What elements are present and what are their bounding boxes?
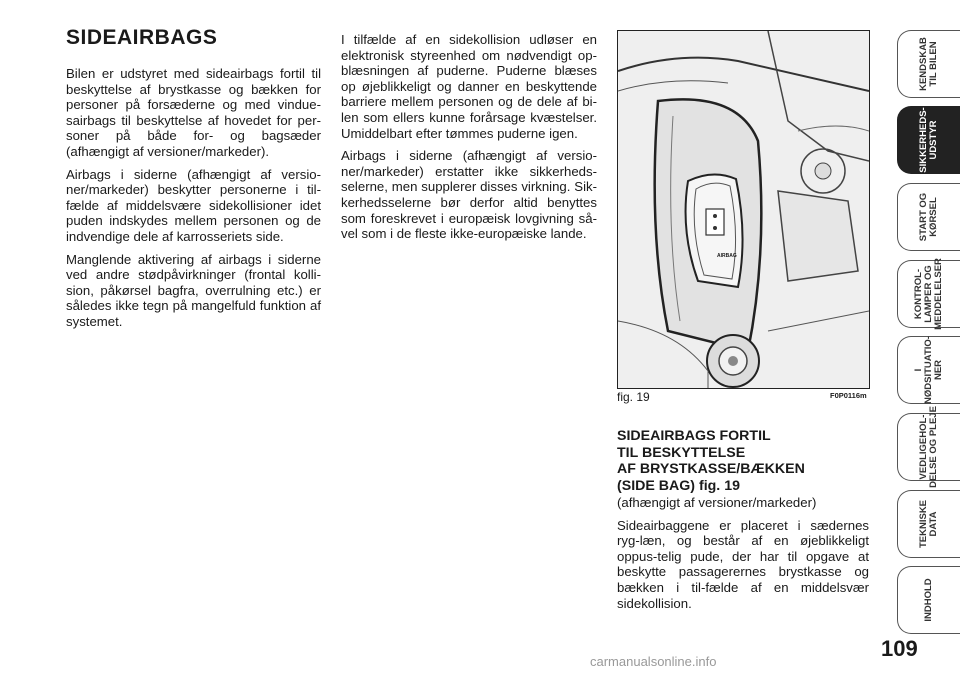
page-number: 109 — [881, 636, 918, 661]
left-paragraph-3: Manglende aktivering af airbags i siderne ved andre stødpåvirkninger (frontal kolli-sion, påkørsel bagfra, overrulning etc.) er således ikke tegn på mangelfuld funktion af systemet. — [66, 251, 321, 329]
tab-sikkerhedsudstyr[interactable] — [897, 106, 960, 174]
tab-label: START OG KØRSEL — [918, 192, 939, 242]
seat-drawing — [618, 31, 869, 388]
tab-indhold[interactable] — [897, 566, 960, 634]
airbag-label: AIRBAG — [717, 253, 737, 259]
tab-tekniske-data[interactable] — [897, 490, 960, 558]
section-heading-line-2: TIL BESKYTTELSE — [617, 444, 746, 461]
left-paragraph-1: Bilen er udstyret med sideairbags fortil til beskyttelse af brystkasse og bækken for personer på forsæderne og med vindue-sairbags til beskyttelse af hovedet for per-soner på både for- og bagsæder (afhængigt af versioner/markeder). — [66, 66, 321, 159]
tab-label: VEDLIGEHOL- DELSE OG PLEJE — [918, 406, 939, 488]
middle-column — [341, 32, 597, 249]
left-paragraph-2: Airbags i siderne (afhængigt af versio-ner/markeder) beskytter personerne i til-fælde af middelsvære sidekollisioner idet puden indskydes mellem personen og de indvendige dele af karrosseriets side. — [66, 166, 321, 244]
section-heading-line-3: AF BRYSTKASSE/BÆKKEN — [617, 461, 805, 477]
section-subheading: (afhængigt af versioner/markeder) — [617, 495, 817, 510]
section-paragraph: Sideairbaggene er placeret i sædernes ryg-læn, og består af en øjeblikkeligt oppus-telig pude, der har til opgave at beskytte passagerernes brystkasse og bækken i til-fælde af en middelsvær sidekollision. — [617, 517, 869, 611]
left-column — [66, 66, 321, 337]
tab-label: KONTROL- LAMPER OG MEDDELELSER — [913, 258, 944, 330]
chapter-tabs — [897, 0, 960, 677]
tab-kontrollamper[interactable] — [897, 260, 960, 328]
section-heading — [617, 428, 869, 494]
middle-paragraph-1: I tilfælde af en sidekollision udløser en elektronisk styreenhed om nødvendigt op-blæsningen af puderne. Puderne blæses op øjeblikkeligt og danner en beskyttende barriere mellem personen og de dele af bi-len som ellers kunne forårsage kvæstelser. Umiddelbart efter tømmes puderne igen. — [341, 32, 597, 141]
tab-label: SIKKERHEDS- UDSTYR — [918, 107, 939, 173]
tab-label: TEKNISKE DATA — [918, 499, 939, 549]
figure-caption: fig. 19 — [617, 390, 650, 404]
section-heading-line-4: (SIDE BAG) fig. 19 — [617, 477, 740, 494]
seat-airbag-illustration — [617, 30, 870, 389]
tab-vedligeholdelse[interactable] — [897, 406, 960, 488]
middle-paragraph-2: Airbags i siderne (afhængigt af versio-ner/markeder) erstatter ikke sikkerheds-selerne, men supplerer disses virkning. Sik-kerhedsselerne bør derfor altid benyttes som foreskrevet i europæisk lovgivning så-vel som i de fleste ikke-europæiske lande. — [341, 148, 597, 242]
tab-nodsituationer[interactable] — [897, 336, 960, 404]
watermark: carmanualsonline.info — [590, 654, 717, 669]
tab-label: INDHOLD — [923, 578, 934, 622]
page-title: SIDEAIRBAGS — [66, 26, 218, 49]
tab-label: I NØDSITUATIO- NER — [913, 336, 944, 404]
tab-kendskab-til-bilen[interactable] — [897, 30, 960, 98]
figure-code: F0P0116m — [830, 391, 867, 400]
section-heading-line-1: SIDEAIRBAGS FORTIL — [617, 428, 771, 444]
tab-label: KENDSKAB TIL BILEN — [918, 37, 939, 91]
right-column — [617, 428, 869, 618]
tab-start-og-korsel[interactable] — [897, 183, 960, 251]
